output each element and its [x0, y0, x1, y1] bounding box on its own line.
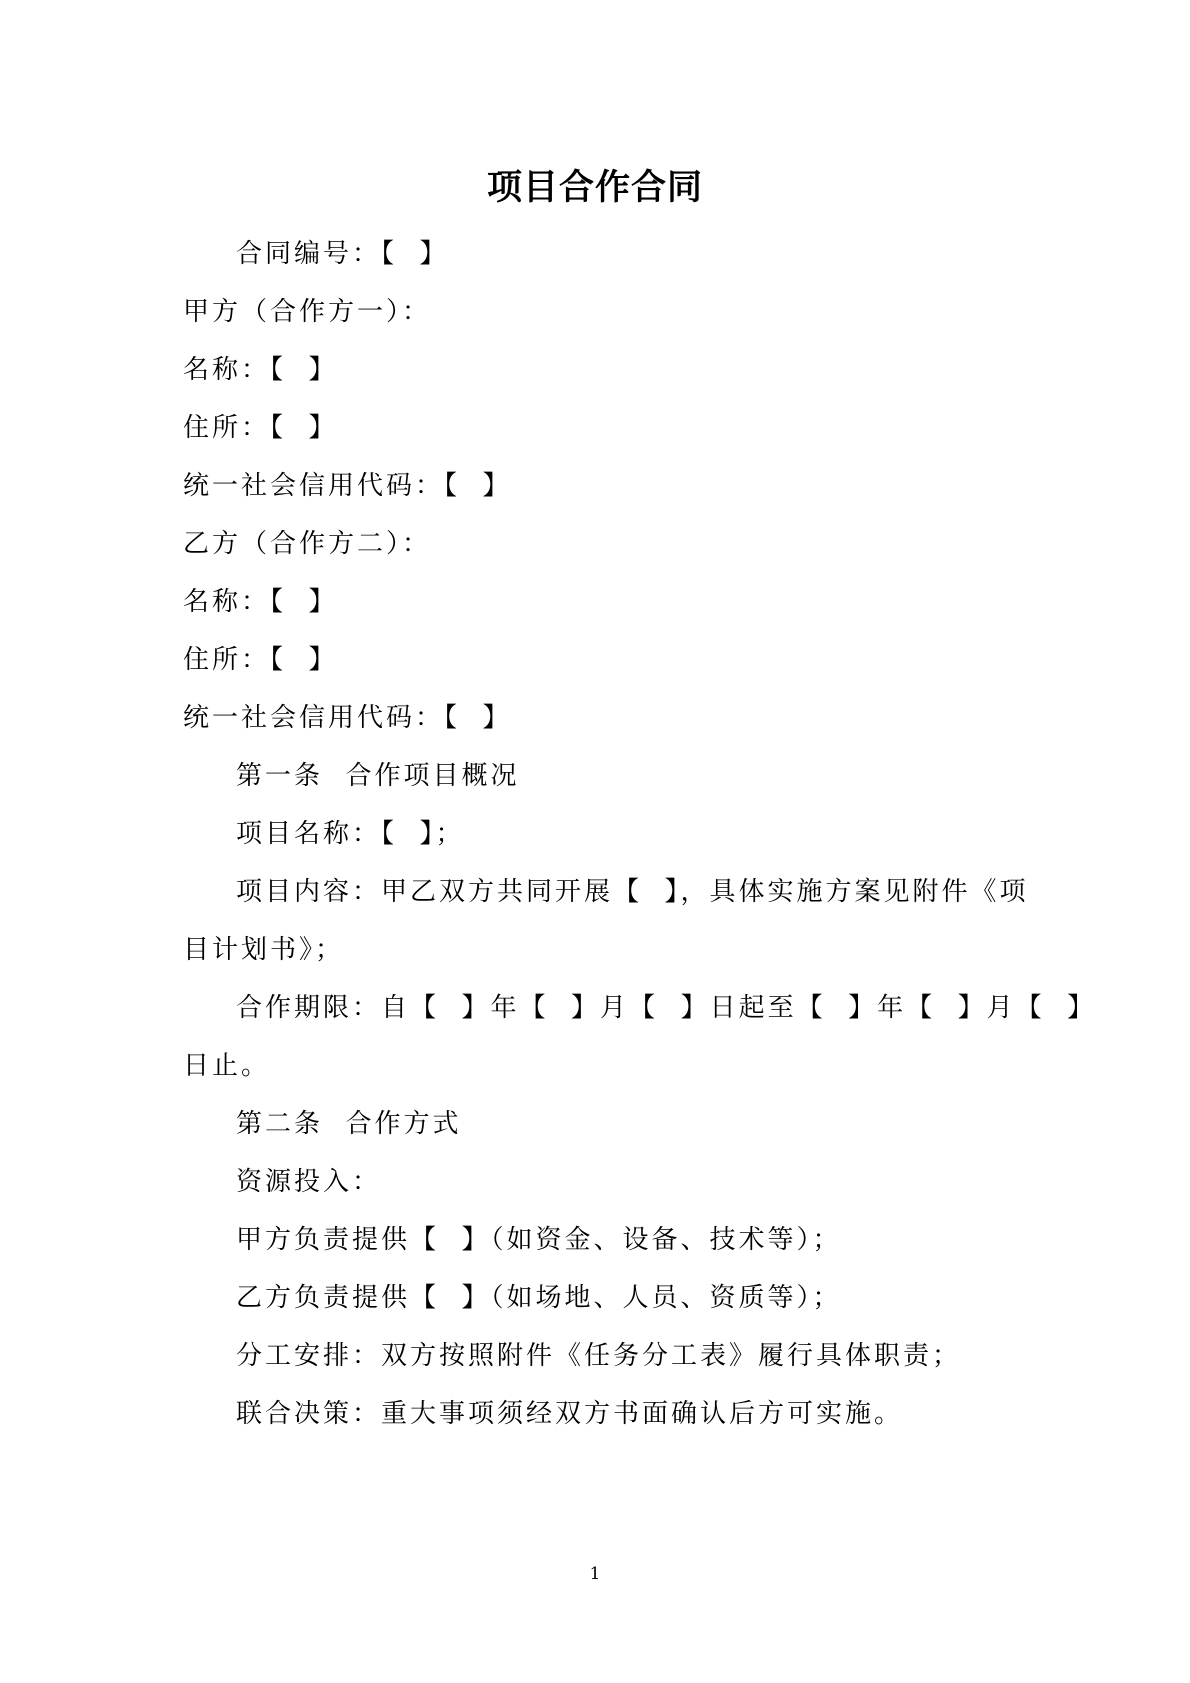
project-content-line: 项目内容：甲乙双方共同开展【 】，具体实施方案见附件《项	[236, 877, 1029, 907]
article-two-heading: 第二条 合作方式	[236, 1109, 462, 1139]
party-a-credit-code-line: 统一社会信用代码：【 】	[183, 471, 512, 501]
joint-decision-line: 联合决策：重大事项须经双方书面确认后方可实施。	[236, 1399, 904, 1429]
party-b-heading: 乙方（合作方二）：	[183, 529, 432, 559]
contract-number-line: 合同编号：【 】	[236, 239, 449, 269]
project-content-continuation: 目计划书》；	[183, 935, 345, 965]
cooperation-term-line: 合作期限：自【 】年【 】月【 】日起至【 】年【 】月【 】	[236, 993, 1097, 1023]
page-number: 1	[589, 1564, 601, 1584]
article-one-heading: 第一条 合作项目概况	[236, 761, 520, 791]
document-title: 项目合作合同	[486, 167, 703, 208]
division-of-work-line: 分工安排：双方按照附件《任务分工表》履行具体职责；	[236, 1341, 962, 1371]
cooperation-term-continuation: 日止。	[183, 1051, 271, 1081]
resource-input-line: 资源投入：	[236, 1167, 382, 1197]
party-b-address-line: 住所：【 】	[183, 645, 338, 675]
party-b-credit-code-line: 统一社会信用代码：【 】	[183, 703, 512, 733]
party-b-resources-line: 乙方负责提供【 】（如场地、人员、资质等）；	[236, 1283, 842, 1313]
party-a-heading: 甲方（合作方一）：	[183, 297, 432, 327]
party-a-name-line: 名称：【 】	[183, 355, 338, 385]
project-name-line: 项目名称：【 】；	[236, 819, 465, 849]
party-a-address-line: 住所：【 】	[183, 413, 338, 443]
party-b-name-line: 名称：【 】	[183, 587, 338, 617]
party-a-resources-line: 甲方负责提供【 】（如资金、设备、技术等）；	[236, 1225, 842, 1255]
